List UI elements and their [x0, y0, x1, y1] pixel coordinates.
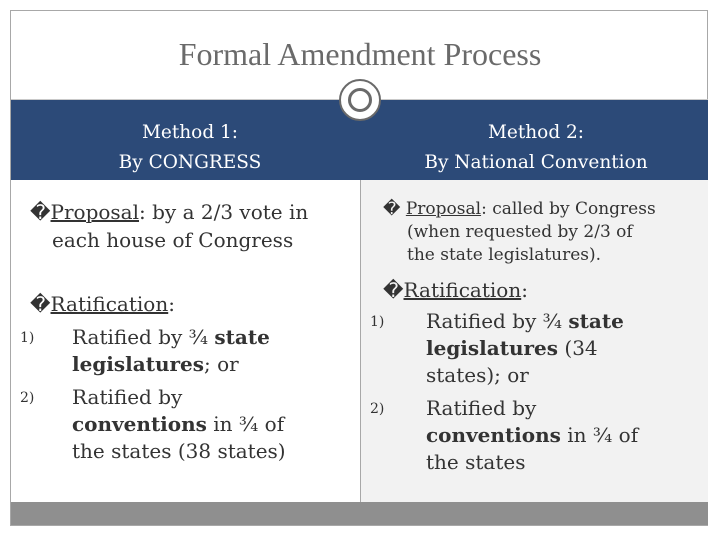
- method2-item1-bold2: legislatures: [426, 336, 559, 360]
- method2-heading-line1: Method 2:: [487, 122, 585, 143]
- footer-bar: [11, 502, 708, 525]
- method1-item2: [72, 384, 286, 465]
- method2-proposal-text1: : called by Congress: [481, 199, 656, 219]
- method1-item2-line1: Ratified by: [72, 385, 183, 409]
- method2-proposal: [383, 198, 656, 267]
- method1-ratification: [30, 290, 175, 318]
- method1-item2-bold: conventions: [72, 412, 207, 436]
- method1-item1-bold1: state: [214, 325, 270, 349]
- method2-heading-line2: By National Convention: [424, 152, 648, 173]
- bullet-icon: �: [383, 199, 401, 219]
- slide-title: Formal Amendment Process: [178, 36, 542, 72]
- method1-item1: [72, 324, 270, 378]
- method1-proposal-text: : by a 2/3 vote in: [139, 200, 309, 224]
- method2-item1: [426, 308, 624, 389]
- method2-proposal-text3: the state legislatures).: [407, 245, 602, 265]
- method2-proposal-text2: (when requested by 2/3 of: [407, 222, 633, 242]
- circle-ornament-inner: [348, 88, 372, 112]
- method1-proposal-label: Proposal: [50, 200, 140, 224]
- method2-item2-line1: Ratified by: [426, 396, 537, 420]
- method2-item2-line3: the states: [426, 450, 526, 474]
- method2-item2: [426, 395, 638, 476]
- method2-item1-line2: (34: [558, 336, 598, 360]
- method1-heading-line1: Method 1:: [141, 122, 239, 143]
- method1-heading: [40, 118, 340, 178]
- method1-item1-line2: ; or: [204, 352, 239, 376]
- method1-item1-bold2: legislatures: [72, 352, 205, 376]
- method1-item2-line3: the states (38 states): [72, 439, 286, 463]
- method2-ratification-colon: :: [521, 278, 528, 302]
- method2-proposal-label: Proposal: [405, 199, 482, 219]
- method2-item1-number: 1): [370, 314, 385, 330]
- circle-ornament-icon: [339, 79, 381, 121]
- method2-item1-line3: states); or: [426, 363, 529, 387]
- method2-item1-bold1: state: [568, 309, 624, 333]
- bullet-icon: �: [383, 278, 404, 302]
- method1-item1-number: 1): [20, 330, 35, 346]
- method2-item1-line1: Ratified by ¾: [426, 309, 569, 333]
- method2-ratification-label: Ratification: [403, 278, 522, 302]
- bullet-icon: �: [30, 200, 51, 224]
- method1-ratification-label: Ratification: [50, 292, 169, 316]
- method2-item2-line2: in ¾ of: [560, 423, 639, 447]
- method2-ratification: [383, 276, 528, 304]
- method1-ratification-colon: :: [168, 292, 175, 316]
- bullet-icon: �: [30, 292, 51, 316]
- method2-item2-bold: conventions: [426, 423, 561, 447]
- method1-proposal: [30, 198, 308, 226]
- method1-item1-line1: Ratified by ¾: [72, 325, 215, 349]
- method2-item2-number: 2): [370, 401, 385, 417]
- method1-heading-line2: By CONGRESS: [118, 152, 262, 173]
- method1-item2-number: 2): [20, 390, 35, 406]
- method1-proposal-line2: each house of Congress: [52, 228, 294, 252]
- method1-item2-line2: in ¾ of: [206, 412, 285, 436]
- method2-heading: [378, 118, 694, 178]
